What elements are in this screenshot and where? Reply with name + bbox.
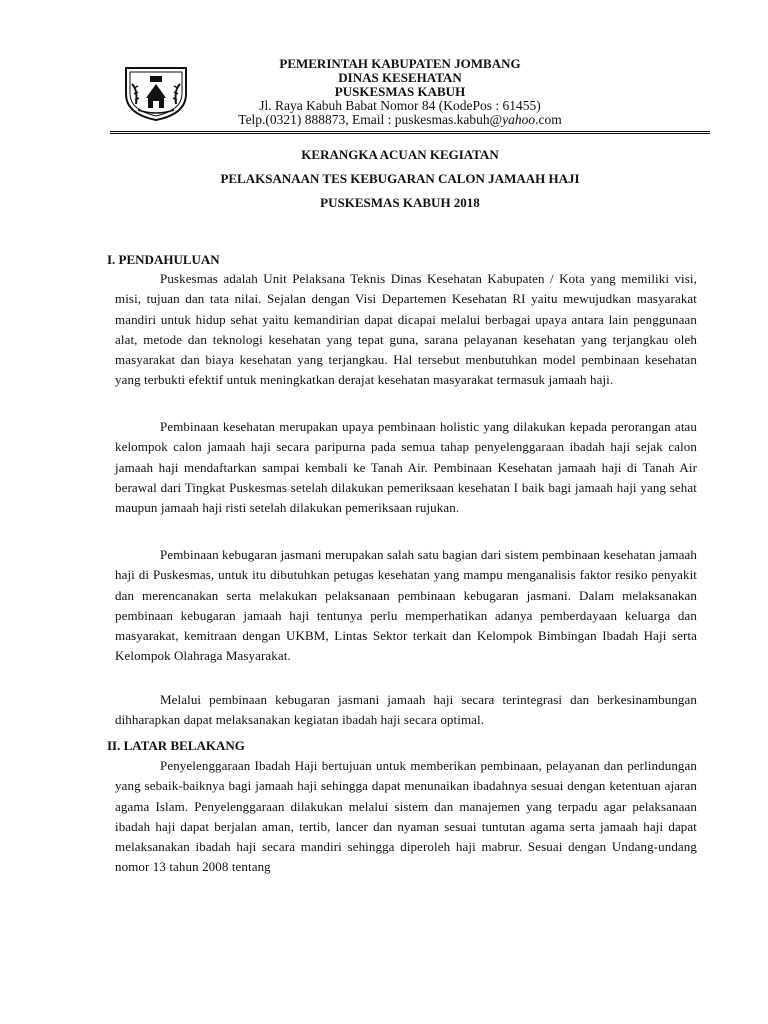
header-department: DINAS KESEHATAN xyxy=(338,70,462,85)
doc-title-3: PUSKESMAS KABUH 2018 xyxy=(320,195,480,210)
paragraph: Melalui pembinaan kebugaran jasmani jamaah haji secara terintegrasi dan berkesinambungan dihharapkan dapat melaksanakan kegiatan ibadah haji secara optimal. xyxy=(115,692,697,728)
header-rule-thin xyxy=(110,133,710,134)
header-contact xyxy=(190,113,610,127)
doc-title-2: PELAKSANAAN TES KEBUGARAN CALON JAMAAH HAJI xyxy=(220,171,580,186)
paragraph: Puskesmas adalah Unit Pelaksana Teknis Dinas Kesehatan Kabupaten / Kota yang memiliki visi, misi, tujuan dan tata nilai. Sejalan dengan Visi Departemen Kesehatan RI yaitu mewujudkan masyarakat mandiri untuk hidup sehat yaitu kemandirian dapat dicapai melalui berbagai upaya antara lain penggunaan alat, metode dan teknologi kesehatan yang tepat guna, sarana pelayanan kesehatan yang terjangkau oleh masyarakat dan biaya kesehatan yang terjangkau. Hal tersebut menbutuhkan model pembinaan kesehatan yang terbukti efektif untuk meningkatkan derajat kesehatan masyarakat termasuk jamaah haji. xyxy=(115,271,697,388)
contact-suffix: .com xyxy=(535,112,562,127)
contact-prefix: Telp.(0321) 888873, Email : puskesmas.kabuh@ xyxy=(238,112,503,127)
contact-domain: yahoo xyxy=(502,112,536,127)
header-unit: PUSKESMAS KABUH xyxy=(334,84,466,99)
header-government: PEMERINTAH KABUPATEN JOMBANG xyxy=(279,56,521,71)
paragraph: Pembinaan kebugaran jasmani merupakan salah satu bagian dari sistem pembinaan kesehatan jamaah haji di Puskesmas, untuk itu dibutuhkan petugas kesehatan yang mampu menganalisis faktor resiko penyakit dan merencanakan serta melakukan pelaksanaan pembinaan kebugaran jasmani. Dalam melaksanakan pembinaan kebugaran jamaah haji tentunya perlu memperhatikan adanya pemberdayaan keluarga dan masyarakat, kemitraan dengan UKBM, Lintas Sektor terkait dan Kelompok Bimbingan Ibadah Haji serta Kelompok Olahraga Masyarakat. xyxy=(115,547,697,664)
paragraph: Penyelenggaraan Ibadah Haji bertujuan untuk memberikan pembinaan, pelayanan dan perlindungan yang sebaik-baiknya bagi jamaah haji sehingga dapat menunaikan ibadahnya sesuai dengan ketentuan ajaran agama Islam. Penyelenggaraan dilakukan melalui sistem dan manajemen yang terpadu agar pelaksanaan ibadah haji dapat berjalan aman, tertib, lancer dan nyaman sesuai tuntutan agama serta jamaah haji dapat melaksanakan ibadah haji secara mandiri sehingga diperoleh haji mabrur. Sesuai dengan Undang-undang nomor 13 tahun 2008 tentang xyxy=(115,758,697,875)
section-heading-pendahuluan: I. PENDAHULUAN xyxy=(107,252,220,267)
paragraph: Pembinaan kesehatan merupakan upaya pembinaan holistic yang dilakukan kepada perorangan atau kelompok calon jamaah haji secara paripurna pada semua tahap penyelenggaraan ibadah haji sejak calon jamaah haji mendaftarkan sampai kembali ke Tanah Air. Pembinaan Kesehatan jamaah haji di Tanah Air berawal dari Tingkat Puskesmas setelah dilakukan pemeriksaan kesehatan I baik bagi jamaah haji yang sehat maupun jamaah haji risti setelah dilakukan pemeriksaan rujukan. xyxy=(115,419,697,516)
header-rule-thick xyxy=(110,131,710,132)
regency-emblem-icon xyxy=(120,64,192,122)
header-address: Jl. Raya Kabuh Babat Nomor 84 (KodePos : 61455) xyxy=(259,98,541,113)
section-heading-latar-belakang: II. LATAR BELAKANG xyxy=(107,738,245,753)
doc-title-1: KERANGKA ACUAN KEGIATAN xyxy=(301,147,499,162)
